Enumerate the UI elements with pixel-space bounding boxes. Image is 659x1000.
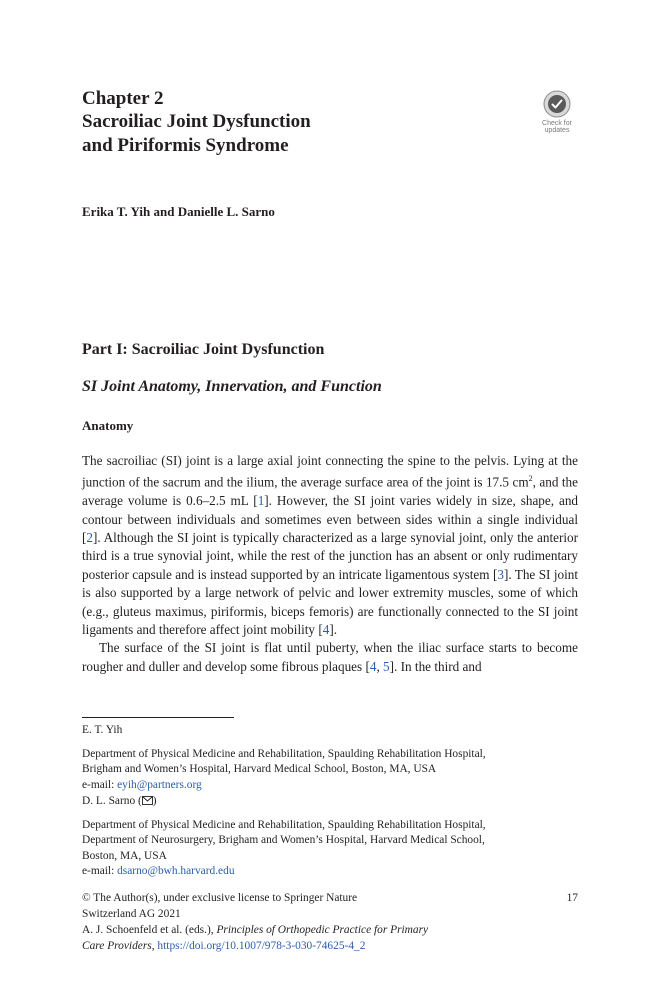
check-for-updates-icon xyxy=(543,90,571,118)
department: Department of Physical Medicine and Rehabilitation, Spaulding Rehabilitation Hospital, xyxy=(82,747,486,760)
email-label: e-mail: xyxy=(82,865,118,878)
subsection-title: Anatomy xyxy=(82,418,134,433)
email-link[interactable]: eyih@partners.org xyxy=(117,778,202,791)
reference-link[interactable]: 3 xyxy=(497,566,504,582)
text: ]. The SI joint is also supported by a large network of pelvic and lower extremity muscles, some of which (e.g., gluteus maximus, piriformis, biceps femoris) are functionally connected to the SI joint ligaments and therefore affect joint mobility [ xyxy=(82,566,578,638)
footnote-divider xyxy=(82,717,234,718)
email-line xyxy=(82,778,578,794)
department-2: Department of Neurosurgery, Brigham and Women’s Hospital, Harvard Medical School, xyxy=(82,834,485,847)
reference-link[interactable]: 4 xyxy=(369,658,377,674)
reference-link[interactable]: 5 xyxy=(383,658,390,674)
book-title-part-2: Care Providers xyxy=(82,940,152,952)
affiliation-yih xyxy=(82,723,578,793)
copyright-line-1: © The Author(s), under exclusive license to Springer Nature xyxy=(82,892,358,904)
text: , and the average volume is 0.6–2.5 mL [ xyxy=(82,474,578,509)
reference-link[interactable]: 1 xyxy=(257,493,265,509)
book-title-part-1: Principles of Orthopedic Practice for Primary xyxy=(216,924,429,936)
footer xyxy=(82,890,578,954)
paragraph-2 xyxy=(82,639,578,676)
text: ]. In the third and xyxy=(389,658,482,674)
check-for-updates-text xyxy=(534,120,580,134)
doi-link[interactable]: https://doi.org/10.1007/978-3-030-74625-4_2 xyxy=(157,940,366,952)
reference-link[interactable]: 2 xyxy=(86,530,93,546)
authors: Erika T. Yih and Danielle L. Sarno xyxy=(82,204,275,219)
department: Department of Physical Medicine and Rehabilitation, Spaulding Rehabilitation Hospital, xyxy=(82,818,486,831)
email-link[interactable]: dsarno@bwh.harvard.edu xyxy=(117,865,235,878)
text: , xyxy=(376,658,384,674)
email-label: e-mail: xyxy=(82,778,118,791)
envelope-icon xyxy=(142,796,153,805)
author-name: E. T. Yih xyxy=(82,724,123,736)
reference-link[interactable]: 4 xyxy=(322,622,330,638)
affiliation-sarno xyxy=(82,794,578,880)
text: The sacroiliac (SI) joint is a large axial joint connecting the spine to the pelvis. Lying at the junction of the sacrum and the ilium, the average surface area of the joint is 17.5 cm xyxy=(82,453,578,490)
chapter-title-line-1: Sacroiliac Joint Dysfunction xyxy=(82,111,311,132)
paragraph-1 xyxy=(82,452,578,639)
text: ]. However, the SI joint varies widely in size, shape, and contour between individuals and sometimes even between sides within a single individual [ xyxy=(82,493,579,546)
author-name xyxy=(82,794,578,810)
chapter-label: Chapter 2 xyxy=(82,88,164,109)
chapter-title-line-2: and Piriformis Syndrome xyxy=(82,135,289,156)
citation-separator: , xyxy=(151,940,158,952)
text: The surface of the SI joint is flat until puberty, when the iliac surface starts to become rougher and duller and develop some fibrous plaques [ xyxy=(82,640,578,674)
author-name-end: ) xyxy=(152,795,157,807)
citation-prefix: A. J. Schoenfeld et al. (eds.), xyxy=(82,924,217,936)
chapter-header xyxy=(82,88,522,158)
citation-line-2 xyxy=(82,938,578,954)
badge-line-2: updates xyxy=(544,127,570,134)
text: ]. xyxy=(329,622,338,638)
page-number: 17 xyxy=(566,892,578,904)
chapter-title xyxy=(82,110,522,158)
citation-line-1 xyxy=(82,922,578,938)
body-text xyxy=(82,452,578,676)
author-name-text: D. L. Sarno ( xyxy=(82,795,142,807)
badge-line-1: Check for xyxy=(542,120,572,127)
institution: Brigham and Women’s Hospital, Harvard Medical School, Boston, MA, USA xyxy=(82,763,437,776)
city: Boston, MA, USA xyxy=(82,849,167,862)
section-title: SI Joint Anatomy, Innervation, and Function xyxy=(82,378,382,395)
superscript: 2 xyxy=(528,474,533,484)
check-for-updates-badge[interactable] xyxy=(534,90,580,138)
text: ]. Although the SI joint is typically characterized as a large synovial joint, only the anterior third is a true synovial joint, while the rest of the junction has an absent or only rudimentary posterior capsule and is instead supported by an intricate ligamentous system [ xyxy=(82,530,578,582)
copyright-line-2: Switzerland AG 2021 xyxy=(82,908,181,920)
part-title: Part I: Sacroiliac Joint Dysfunction xyxy=(82,341,325,358)
email-line xyxy=(82,864,578,880)
